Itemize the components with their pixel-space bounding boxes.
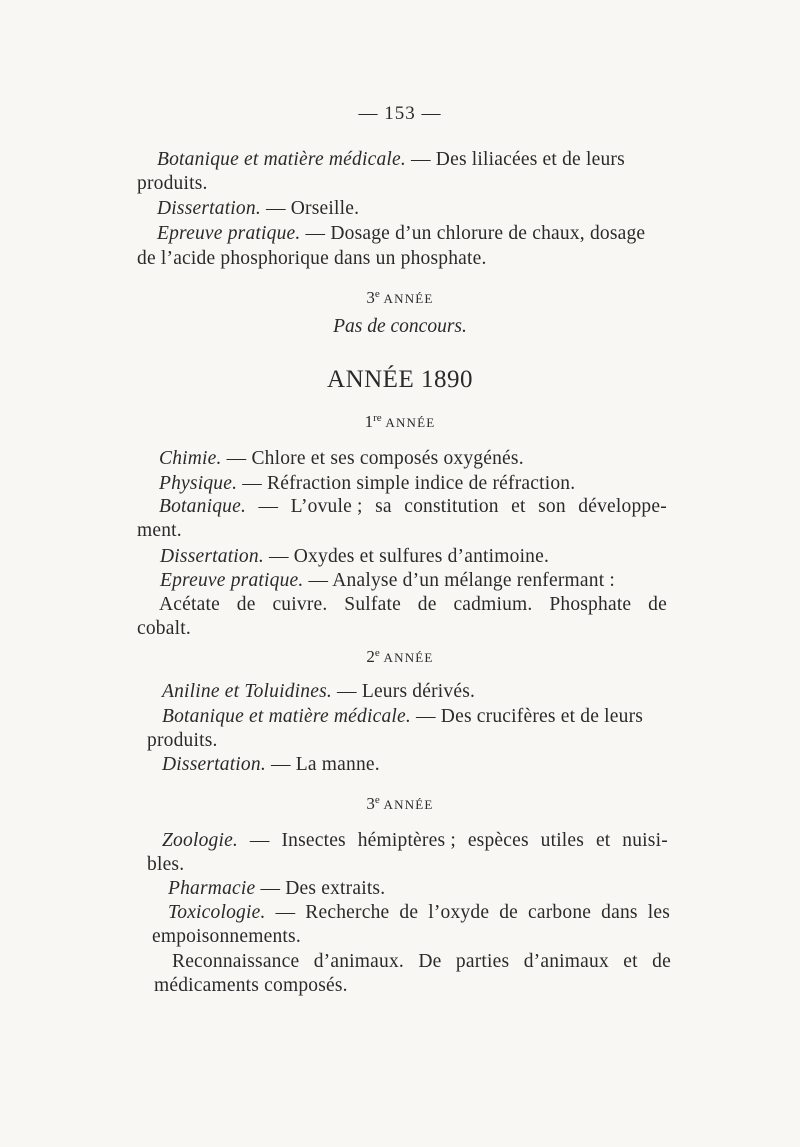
entry-label: Pharmacie xyxy=(168,878,256,899)
entry-text: — Orseille. xyxy=(260,198,360,219)
entry-reconnaissance-cont: médicaments composés. xyxy=(154,975,348,996)
entry-text: — La manne. xyxy=(265,754,380,775)
entry-pharmacie xyxy=(168,877,385,901)
entry-chimie xyxy=(159,447,524,471)
entry-dissertation-1889 xyxy=(157,197,359,221)
entry-text: — Oxydes et sulfures d’antimoine. xyxy=(263,546,550,567)
entry-label: Botanique et matière médicale. xyxy=(157,149,406,170)
entry-text: — Dosage d’un chlorure de chaux, dosage xyxy=(300,223,646,244)
entry-text: — Chlore et ses composés oxygénés. xyxy=(221,448,524,469)
entry-dissertation-1890 xyxy=(160,545,549,569)
entry-epreuve-1889 xyxy=(157,222,645,246)
entry-text: — Leurs dérivés. xyxy=(331,681,476,702)
entry-label: Physique. xyxy=(159,473,238,494)
entry-label: Botanique et matière médicale. xyxy=(162,706,411,727)
entry-epreuve-1889-cont: de l’acide phosphorique dans un phosphate. xyxy=(137,248,487,269)
entry-botanique-1890-cont: ment. xyxy=(137,520,182,541)
page-number: — 153 — xyxy=(358,103,442,124)
entry-zoologie: Zoologie. — Insectes hémiptères ; espèces utiles et nuisi- xyxy=(162,830,668,851)
entry-toxicologie: Toxicologie. — Recherche de l’oxyde de carbone dans les xyxy=(168,902,670,923)
entry-text: — Réfraction simple indice de réfraction. xyxy=(237,473,576,494)
entry-label: Epreuve pratique. xyxy=(157,223,301,244)
entry-aniline xyxy=(162,680,475,704)
entry-botanique-1889 xyxy=(157,148,625,172)
entry-reconnaissance: Reconnaissance d’animaux. De parties d’animaux et de xyxy=(172,951,671,972)
entry-reagents-cont: cobalt. xyxy=(137,618,191,639)
year-heading-1re-1890: 1re ANNÉE xyxy=(364,412,436,431)
entry-zoologie-cont: bles. xyxy=(147,854,185,875)
entry-toxicologie-cont: empoisonnements. xyxy=(152,926,301,947)
entry-reagents: Acétate de cuivre. Sulfate de cadmium. Phosphate de xyxy=(159,594,667,615)
entry-label: Dissertation. xyxy=(160,546,264,567)
entry-epreuve-1890 xyxy=(160,569,615,593)
year-heading-3e-1890: 3e ANNÉE xyxy=(366,794,434,813)
year-title-1890: ANNÉE 1890 xyxy=(327,366,473,393)
entry-botanique-1889-cont: produits. xyxy=(137,173,208,194)
entry-label: Aniline et Toluidines. xyxy=(162,681,332,702)
entry-label: Dissertation. xyxy=(162,754,266,775)
entry-botanique-1890: Botanique. — L’ovule ; sa constitution et son développe- xyxy=(159,496,667,517)
entry-botanique-2e-1890 xyxy=(162,705,643,729)
entry-botanique-2e-1890-cont: produits. xyxy=(147,730,218,751)
year-heading-2e-1890: 2e ANNÉE xyxy=(366,647,434,666)
entry-text: — Des liliacées et de leurs xyxy=(405,149,625,170)
no-contest-note: Pas de concours. xyxy=(333,316,467,337)
entry-text: — Des crucifères et de leurs xyxy=(410,706,644,727)
entry-label: Dissertation. xyxy=(157,198,261,219)
entry-dissertation-2e-1890 xyxy=(162,753,380,777)
year-heading-3e-1889: 3e ANNÉE xyxy=(366,288,434,307)
entry-text: — Analyse d’un mélange renfermant : xyxy=(303,570,616,591)
entry-physique xyxy=(159,472,575,496)
entry-label: Epreuve pratique. xyxy=(160,570,304,591)
entry-text: — Des extraits. xyxy=(255,878,386,899)
entry-label: Chimie. xyxy=(159,448,222,469)
